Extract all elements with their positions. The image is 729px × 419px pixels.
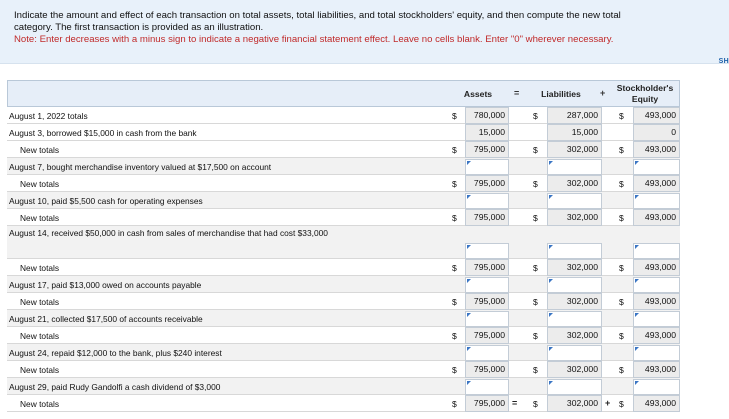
table-row (7, 175, 680, 192)
cell-value: 302,000 (566, 262, 598, 272)
header-plus-sign: + (600, 88, 606, 98)
currency-sign: $ (533, 145, 538, 155)
currency-sign: $ (533, 365, 538, 375)
input-marker-icon (549, 347, 553, 351)
row-label: August 29, paid Rudy Gandolfi a cash dividend of $3,000 (9, 382, 221, 392)
cell-value: 795,000 (473, 364, 505, 374)
value-cell-assets (465, 293, 509, 310)
input-marker-icon (549, 195, 553, 199)
input-cell-assets[interactable] (465, 379, 509, 395)
input-marker-icon (467, 161, 471, 165)
row-label: New totals (20, 297, 60, 307)
currency-sign: $ (619, 399, 624, 409)
value-cell-liab (547, 124, 602, 141)
value-cell-equity (633, 175, 680, 192)
input-marker-icon (635, 245, 639, 249)
input-marker-icon (635, 195, 639, 199)
input-cell-liab[interactable] (547, 159, 602, 175)
value-cell-assets (465, 107, 509, 124)
cell-value: 795,000 (473, 296, 505, 306)
input-marker-icon (549, 313, 553, 317)
table-row (7, 310, 680, 327)
row-label: August 7, bought merchandise inventory valued at $17,500 on account (9, 162, 272, 172)
table-row (7, 192, 680, 209)
value-cell-equity (633, 361, 680, 378)
value-cell-assets (465, 175, 509, 192)
input-marker-icon (635, 347, 639, 351)
cell-value: 302,000 (566, 178, 598, 188)
input-marker-icon (549, 279, 553, 283)
input-marker-icon (467, 245, 471, 249)
table-row (7, 209, 680, 226)
row-label: New totals (20, 263, 60, 273)
input-cell-liab[interactable] (547, 345, 602, 361)
value-cell-liab (547, 395, 602, 412)
currency-sign: $ (452, 263, 457, 273)
row-label: August 17, paid $13,000 owed on accounts payable (9, 280, 202, 290)
row-label: New totals (20, 399, 60, 409)
currency-sign: $ (533, 111, 538, 121)
row-label: New totals (20, 179, 60, 189)
value-cell-liab (547, 175, 602, 192)
table-row (7, 141, 680, 158)
row-label: August 10, paid $5,500 cash for operating expenses (9, 196, 203, 206)
table-row (7, 378, 680, 395)
header-assets: Assets (463, 89, 493, 99)
currency-sign: $ (452, 213, 457, 223)
cell-value: 493,000 (644, 296, 676, 306)
currency-sign: $ (619, 297, 624, 307)
input-cell-assets[interactable] (465, 159, 509, 175)
table-row (7, 395, 680, 412)
value-cell-equity (633, 124, 680, 141)
currency-sign: $ (533, 263, 538, 273)
row-label: August 1, 2022 totals (9, 111, 88, 121)
currency-sign: $ (452, 331, 457, 341)
input-cell-equity[interactable] (633, 311, 680, 327)
currency-sign: $ (533, 297, 538, 307)
currency-sign: $ (452, 297, 457, 307)
input-cell-assets[interactable] (465, 311, 509, 327)
input-cell-equity[interactable] (633, 345, 680, 361)
cell-value: 287,000 (566, 110, 598, 120)
currency-sign: $ (452, 145, 457, 155)
input-marker-icon (635, 161, 639, 165)
input-cell-equity[interactable] (633, 277, 680, 293)
value-cell-equity (633, 327, 680, 344)
instructions-panel (0, 0, 729, 64)
value-cell-assets (465, 327, 509, 344)
value-cell-liab (547, 293, 602, 310)
cell-value: 493,000 (644, 178, 676, 188)
header-equity-line2: Equity (631, 94, 659, 104)
row-label: August 3, borrowed $15,000 in cash from the bank (9, 128, 197, 138)
row-label: August 21, collected $17,500 of accounts receivable (9, 314, 203, 324)
cell-value: 15,000 (478, 127, 505, 137)
input-cell-equity[interactable] (633, 159, 680, 175)
value-cell-assets (465, 124, 509, 141)
input-cell-assets[interactable] (465, 243, 509, 259)
input-marker-icon (549, 245, 553, 249)
value-cell-liab (547, 107, 602, 124)
input-cell-liab[interactable] (547, 379, 602, 395)
row-label: New totals (20, 213, 60, 223)
input-marker-icon (467, 195, 471, 199)
table-row (7, 327, 680, 344)
currency-sign: $ (619, 111, 624, 121)
equals-sign: = (512, 398, 518, 408)
input-marker-icon (549, 381, 553, 385)
input-marker-icon (549, 161, 553, 165)
input-cell-liab[interactable] (547, 311, 602, 327)
value-cell-liab (547, 327, 602, 344)
cell-value: 795,000 (473, 178, 505, 188)
table-row (7, 361, 680, 378)
cell-value: 795,000 (473, 262, 505, 272)
row-label: August 14, received $50,000 in cash from sales of merchandise that had cost $33,000 (9, 228, 328, 238)
plus-sign: + (605, 398, 611, 408)
cell-value: 493,000 (644, 144, 676, 154)
input-marker-icon (635, 279, 639, 283)
input-cell-equity[interactable] (633, 243, 680, 259)
cell-value: 493,000 (644, 212, 676, 222)
value-cell-assets (465, 209, 509, 226)
value-cell-assets (465, 361, 509, 378)
value-cell-equity (633, 293, 680, 310)
cell-value: 302,000 (566, 364, 598, 374)
cell-value: 15,000 (571, 127, 598, 137)
header-equals-sign: = (514, 88, 520, 98)
value-cell-assets (465, 141, 509, 158)
value-cell-equity (633, 141, 680, 158)
cell-value: 493,000 (644, 110, 676, 120)
cell-value: 795,000 (473, 212, 505, 222)
cell-value: 302,000 (566, 330, 598, 340)
currency-sign: $ (533, 399, 538, 409)
value-cell-assets (465, 259, 509, 276)
cell-value: 493,000 (644, 262, 676, 272)
input-cell-assets[interactable] (465, 277, 509, 293)
currency-sign: $ (533, 213, 538, 223)
value-cell-liab (547, 259, 602, 276)
input-cell-assets[interactable] (465, 193, 509, 209)
input-cell-liab[interactable] (547, 277, 602, 293)
cell-value: 780,000 (473, 110, 505, 120)
cell-value: 302,000 (566, 398, 598, 408)
header-equity-line1: Stockholder's (616, 83, 674, 93)
value-cell-liab (547, 141, 602, 158)
table-row (7, 293, 680, 310)
cell-value: 302,000 (566, 212, 598, 222)
input-marker-icon (467, 313, 471, 317)
value-cell-equity (633, 395, 680, 412)
row-label: New totals (20, 331, 60, 341)
currency-sign: $ (619, 179, 624, 189)
instructions-note: Note: Enter decreases with a minus sign to indicate a negative financial statement effect. Leave no cells blank. Enter "0" wherever necessary. (14, 34, 614, 45)
currency-sign: $ (619, 145, 624, 155)
table-row (7, 124, 680, 141)
value-cell-equity (633, 259, 680, 276)
cell-value: 795,000 (473, 330, 505, 340)
input-cell-equity[interactable] (633, 379, 680, 395)
table-row (7, 276, 680, 293)
cell-value: 493,000 (644, 364, 676, 374)
input-cell-assets[interactable] (465, 345, 509, 361)
side-tab[interactable]: SH (718, 58, 729, 65)
cell-value: 302,000 (566, 144, 598, 154)
value-cell-liab (547, 209, 602, 226)
input-marker-icon (635, 381, 639, 385)
table-row (7, 226, 680, 259)
input-marker-icon (467, 279, 471, 283)
currency-sign: $ (533, 331, 538, 341)
currency-sign: $ (452, 365, 457, 375)
input-marker-icon (467, 347, 471, 351)
table-row (7, 344, 680, 361)
cell-value: 0 (671, 127, 676, 137)
instructions-line-1: Indicate the amount and effect of each transaction on total assets, total liabilities, and total stockholders' equity, and then compute the new total (14, 10, 621, 21)
currency-sign: $ (452, 179, 457, 189)
row-label: New totals (20, 145, 60, 155)
row-label: August 24, repaid $12,000 to the bank, plus $240 interest (9, 348, 222, 358)
input-cell-equity[interactable] (633, 193, 680, 209)
value-cell-assets (465, 395, 509, 412)
currency-sign: $ (533, 179, 538, 189)
currency-sign: $ (619, 263, 624, 273)
currency-sign: $ (619, 365, 624, 375)
table-row (7, 158, 680, 175)
cell-value: 302,000 (566, 296, 598, 306)
table-row (7, 259, 680, 276)
input-cell-liab[interactable] (547, 243, 602, 259)
header-liabilities: Liabilities (541, 89, 581, 99)
currency-sign: $ (619, 331, 624, 341)
instructions-line-2: category. The first transaction is provided as an illustration. (14, 22, 264, 33)
currency-sign: $ (619, 213, 624, 223)
cell-value: 493,000 (644, 330, 676, 340)
cell-value: 795,000 (473, 398, 505, 408)
value-cell-liab (547, 361, 602, 378)
currency-sign: $ (452, 399, 457, 409)
cell-value: 795,000 (473, 144, 505, 154)
value-cell-equity (633, 209, 680, 226)
cell-value: 493,000 (644, 398, 676, 408)
value-cell-equity (633, 107, 680, 124)
input-cell-liab[interactable] (547, 193, 602, 209)
input-marker-icon (467, 381, 471, 385)
table-row (7, 107, 680, 124)
input-marker-icon (635, 313, 639, 317)
currency-sign: $ (452, 111, 457, 121)
row-label: New totals (20, 365, 60, 375)
table-header (7, 80, 680, 107)
